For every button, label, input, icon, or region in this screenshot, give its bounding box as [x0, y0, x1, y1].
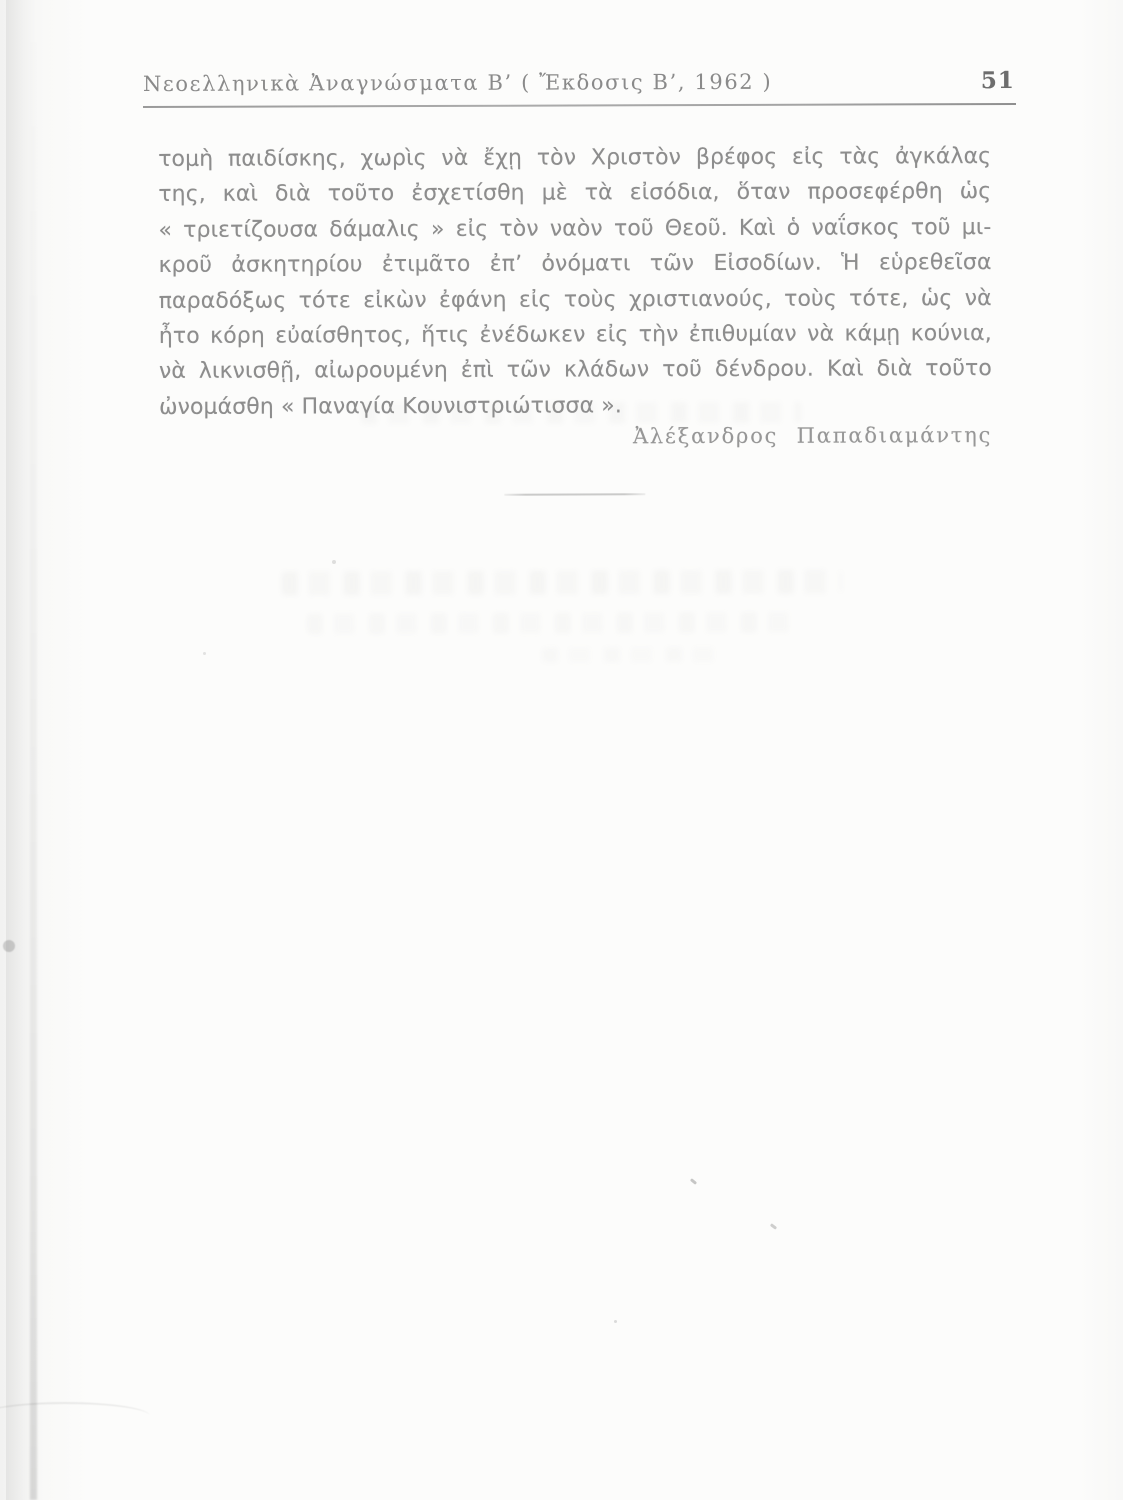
running-title: Νεοελληνικὰ Ἀναγνώσματα Β’ ( Ἔκδοσις Β’, 1962 ) [142, 69, 773, 97]
dust-speck [3, 940, 15, 952]
page-header [143, 67, 1015, 97]
text-line: τομὴ παιδίσκης, χωρὶς νὰ ἔχῃ τὸν Χριστὸν βρέφος εἰς τὰς ἀγκάλας [158, 144, 992, 172]
page-number: 51 [980, 66, 1015, 95]
text-line: κροῦ ἀσκητηρίου ἐτιμᾶτο ἐπ’ ὀνόματι τῶν Εἰσοδίων. Ἡ εὑρεθεῖσα [158, 250, 992, 279]
text-line: « τριετίζουσα δάμαλις » εἰς τὸν ναὸν τοῦ Θεοῦ. Καὶ ὁ ναΐσκος τοῦ μι- [158, 214, 992, 243]
dust-speck [203, 652, 206, 655]
dust-speck [614, 1320, 617, 1323]
author-signature: Ἀλέξανδρος Παπαδιαμάντης [632, 423, 993, 449]
section-divider-rule [504, 493, 645, 495]
header-rule [143, 103, 1016, 108]
text-line: ἦτο κόρη εὐαίσθητος, ἥτις ἐνέδωκεν εἰς τὴν ἐπιθυμίαν νὰ κάμῃ κούνια, [158, 320, 992, 349]
bleedthrough-text-artifact [282, 570, 842, 596]
dust-speck [332, 560, 336, 564]
text-line: της, καὶ διὰ τοῦτο ἐσχετίσθη μὲ τὰ εἰσόδια, ὅταν προσεφέρθη ὡς [158, 179, 992, 208]
text-line: νὰ λικνισθῇ, αἰωρουμένη ἐπὶ τῶν κλάδων τοῦ δένδρου. Καὶ διὰ τοῦτο [158, 356, 992, 385]
bleedthrough-text-artifact [542, 647, 727, 663]
text-line: ὠνομάσθη « Παναγία Κουνιστριώτισσα ». [159, 393, 622, 420]
bleedthrough-text-artifact [307, 612, 802, 635]
text-line: παραδόξως τότε εἰκὼν ἐφάνη εἰς τοὺς χριστιανούς, τοὺς τότε, ὡς νὰ [158, 285, 992, 314]
bleedthrough-text-artifact [361, 402, 801, 425]
body-text-block [158, 139, 992, 425]
